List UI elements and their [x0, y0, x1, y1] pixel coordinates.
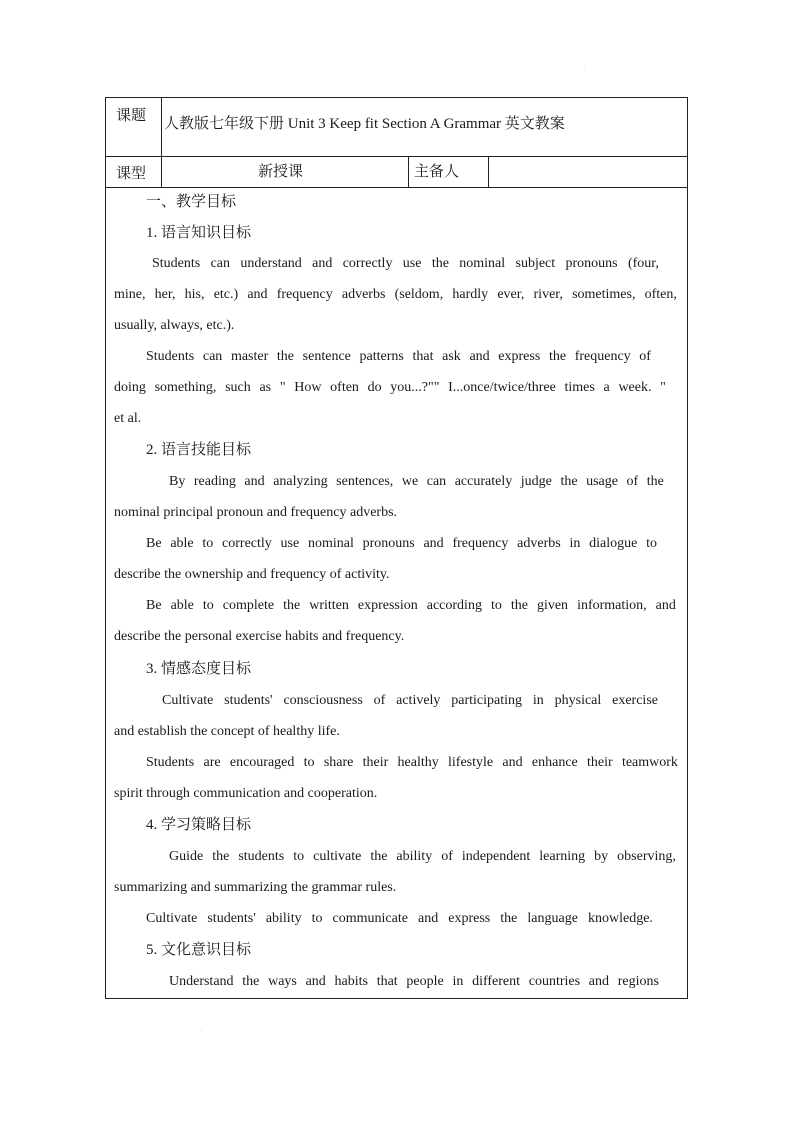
word: frequency — [452, 536, 509, 551]
word: the — [242, 974, 260, 989]
paragraph-line — [146, 910, 653, 928]
word: ways — [268, 974, 297, 989]
word: communicate — [332, 911, 408, 926]
word: students' — [207, 911, 256, 926]
word: the — [212, 849, 230, 864]
word: accurately — [454, 474, 513, 489]
word: something, — [154, 380, 217, 395]
word: and — [655, 598, 676, 613]
word: of — [373, 693, 386, 708]
word: master — [230, 349, 269, 364]
heading-skills: 2. 语言技能目标 — [146, 442, 252, 458]
paragraph-line: spirit through communication and cooperation. — [114, 786, 378, 801]
paragraph-line — [114, 286, 677, 304]
word: use — [402, 256, 422, 271]
word: frequency — [276, 287, 333, 302]
word: healthy — [397, 755, 439, 770]
paragraph-line: nominal principal pronoun and frequency adverbs. — [114, 505, 398, 520]
word: given — [536, 598, 569, 613]
word: sometimes, — [572, 287, 636, 302]
word: usage — [586, 474, 618, 489]
word: pronouns — [565, 256, 618, 271]
word: ability — [396, 849, 433, 864]
word: Cultivate — [162, 693, 214, 708]
word: river, — [533, 287, 563, 302]
word: teamwork — [621, 755, 678, 770]
word: the — [431, 256, 449, 271]
word: can — [426, 474, 447, 489]
word: How — [294, 380, 322, 395]
word: and — [588, 974, 610, 989]
paragraph-line — [169, 848, 676, 866]
word: dialogue — [589, 536, 638, 551]
word: and — [247, 287, 268, 302]
word: consciousness — [283, 693, 363, 708]
word: and — [502, 755, 523, 770]
paragraph-line: et al. — [114, 411, 142, 426]
word: often — [330, 380, 359, 395]
word: cultivate — [313, 849, 362, 864]
word: of — [626, 474, 639, 489]
heading-strategy: 4. 学习策略目标 — [146, 817, 252, 833]
word: by — [594, 849, 609, 864]
word: to — [293, 849, 305, 864]
word: sentences, — [336, 474, 394, 489]
word: a — [603, 380, 610, 395]
paragraph-line — [114, 379, 666, 397]
word: share — [323, 755, 354, 770]
type-label: 课型 — [116, 166, 147, 182]
word: enhance — [531, 755, 578, 770]
heading-culture: 5. 文化意识目标 — [146, 942, 252, 958]
paragraph-line: describe the ownership and frequency of activity. — [114, 567, 390, 582]
word: participating — [451, 693, 523, 708]
word: correctly — [222, 536, 272, 551]
type-divider-3 — [488, 156, 489, 187]
word: the — [370, 849, 388, 864]
paragraph-line — [152, 255, 659, 273]
word: can — [210, 256, 231, 271]
word: to — [490, 598, 502, 613]
word: I...once/twice/three — [448, 380, 556, 395]
lesson-type: 新授课 — [258, 164, 304, 180]
word: able — [170, 536, 194, 551]
word: physical — [554, 693, 602, 708]
word: in — [532, 693, 544, 708]
word: written — [309, 598, 349, 613]
paragraph-line: and establish the concept of healthy life. — [114, 724, 340, 739]
word: the — [283, 598, 301, 613]
paragraph-line — [146, 535, 657, 553]
paragraph-line: usually, always, etc.). — [114, 318, 235, 333]
paragraph-line — [146, 754, 678, 772]
bottom-dot-mark: · — [200, 1026, 203, 1035]
word: his, — [184, 287, 205, 302]
word: times — [564, 380, 595, 395]
word: week. — [618, 380, 652, 395]
paragraph-line — [169, 973, 659, 991]
word: use — [280, 536, 300, 551]
word: express — [498, 349, 541, 364]
word: that — [412, 349, 434, 364]
word: to — [202, 598, 214, 613]
word: judge — [520, 474, 552, 489]
word: different — [472, 974, 521, 989]
word: nominal — [459, 256, 506, 271]
word: expression — [357, 598, 418, 613]
word: pronouns — [362, 536, 415, 551]
word: correctly — [342, 256, 393, 271]
word: subject — [515, 256, 556, 271]
word: Be — [146, 598, 162, 613]
topic-divider — [161, 98, 162, 156]
word: hardly — [452, 287, 489, 302]
word: ask — [442, 349, 461, 364]
word: Understand — [169, 974, 234, 989]
word: sentence — [302, 349, 351, 364]
word: regions — [617, 974, 659, 989]
word: can — [202, 349, 223, 364]
word: the — [646, 474, 664, 489]
word: lifestyle — [448, 755, 494, 770]
word: habits — [334, 974, 368, 989]
word: of — [639, 349, 651, 364]
word: frequency — [574, 349, 631, 364]
word: and — [418, 911, 439, 926]
topic-row — [106, 98, 687, 157]
word: the — [500, 911, 518, 926]
heading-attitude: 3. 情感态度目标 — [146, 661, 252, 677]
word: Cultivate — [146, 911, 198, 926]
word: nominal — [307, 536, 354, 551]
word: information, — [577, 598, 647, 613]
word: students — [238, 849, 285, 864]
word: to — [311, 911, 323, 926]
word: Students — [152, 256, 201, 271]
word: that — [376, 974, 398, 989]
word: their — [587, 755, 613, 770]
paragraph-line — [146, 597, 676, 615]
word: as — [259, 380, 272, 395]
topic-label: 课题 — [116, 108, 147, 124]
paragraph-line — [146, 348, 651, 366]
type-divider-2 — [408, 156, 409, 187]
word: actively — [396, 693, 441, 708]
word: are — [203, 755, 221, 770]
word: according — [426, 598, 482, 613]
word: mine, — [114, 287, 146, 302]
word: language — [527, 911, 578, 926]
word: students' — [224, 693, 273, 708]
word: her, — [154, 287, 176, 302]
word: observing, — [617, 849, 676, 864]
word: and — [423, 536, 444, 551]
word: the — [548, 349, 567, 364]
word: encouraged — [229, 755, 295, 770]
paragraph-line: describe the personal exercise habits and frequency. — [114, 629, 405, 644]
heading-objectives: 一、教学目标 — [146, 194, 237, 210]
word: ever, — [497, 287, 525, 302]
word: " — [279, 380, 286, 395]
word: the — [276, 349, 295, 364]
type-row — [106, 156, 687, 188]
word: (seldom, — [394, 287, 444, 302]
paragraph-line: summarizing and summarizing the grammar rules. — [114, 880, 397, 895]
word: independent — [461, 849, 531, 864]
word: in — [569, 536, 581, 551]
word: Students — [146, 755, 195, 770]
word: we — [401, 474, 419, 489]
type-divider-1 — [161, 156, 162, 187]
topic-text: 人教版七年级下册 Unit 3 Keep fit Section A Grammar 英文教案 — [164, 116, 565, 132]
word: patterns — [359, 349, 404, 364]
word: to — [303, 755, 315, 770]
word: able — [170, 598, 194, 613]
paragraph-line — [162, 692, 658, 710]
word: adverbs — [517, 536, 561, 551]
preparer-label: 主备人 — [414, 164, 460, 180]
word: and — [312, 256, 333, 271]
word: the — [560, 474, 578, 489]
word: of — [441, 849, 453, 864]
word: countries — [528, 974, 581, 989]
word: to — [202, 536, 214, 551]
word: Be — [146, 536, 162, 551]
word: such — [225, 380, 251, 395]
word: exercise — [612, 693, 658, 708]
word: analyzing — [273, 474, 328, 489]
word: and — [244, 474, 265, 489]
word: knowledge. — [587, 911, 653, 926]
word: complete — [222, 598, 275, 613]
word: people — [406, 974, 444, 989]
top-dot-mark: · — [583, 65, 586, 74]
word: ability — [265, 911, 302, 926]
word: to — [646, 536, 657, 551]
word: the — [510, 598, 528, 613]
word: understand — [240, 256, 302, 271]
heading-knowledge: 1. 语言知识目标 — [146, 225, 252, 241]
paragraph-line — [169, 473, 664, 491]
word: doing — [114, 380, 146, 395]
word: do — [367, 380, 382, 395]
word: often, — [644, 287, 677, 302]
word: adverbs — [341, 287, 386, 302]
word: (four, — [627, 256, 659, 271]
word: etc.) — [213, 287, 239, 302]
word: By — [169, 474, 186, 489]
word: reading — [193, 474, 236, 489]
word: Guide — [169, 849, 204, 864]
lesson-plan-table — [105, 97, 688, 999]
word: Students — [146, 349, 195, 364]
word: and — [305, 974, 326, 989]
word: and — [469, 349, 490, 364]
word: their — [362, 755, 389, 770]
word: in — [452, 974, 464, 989]
word: express — [448, 911, 491, 926]
word: learning — [539, 849, 586, 864]
word: you...?"" — [390, 380, 440, 395]
word: " — [660, 380, 666, 395]
